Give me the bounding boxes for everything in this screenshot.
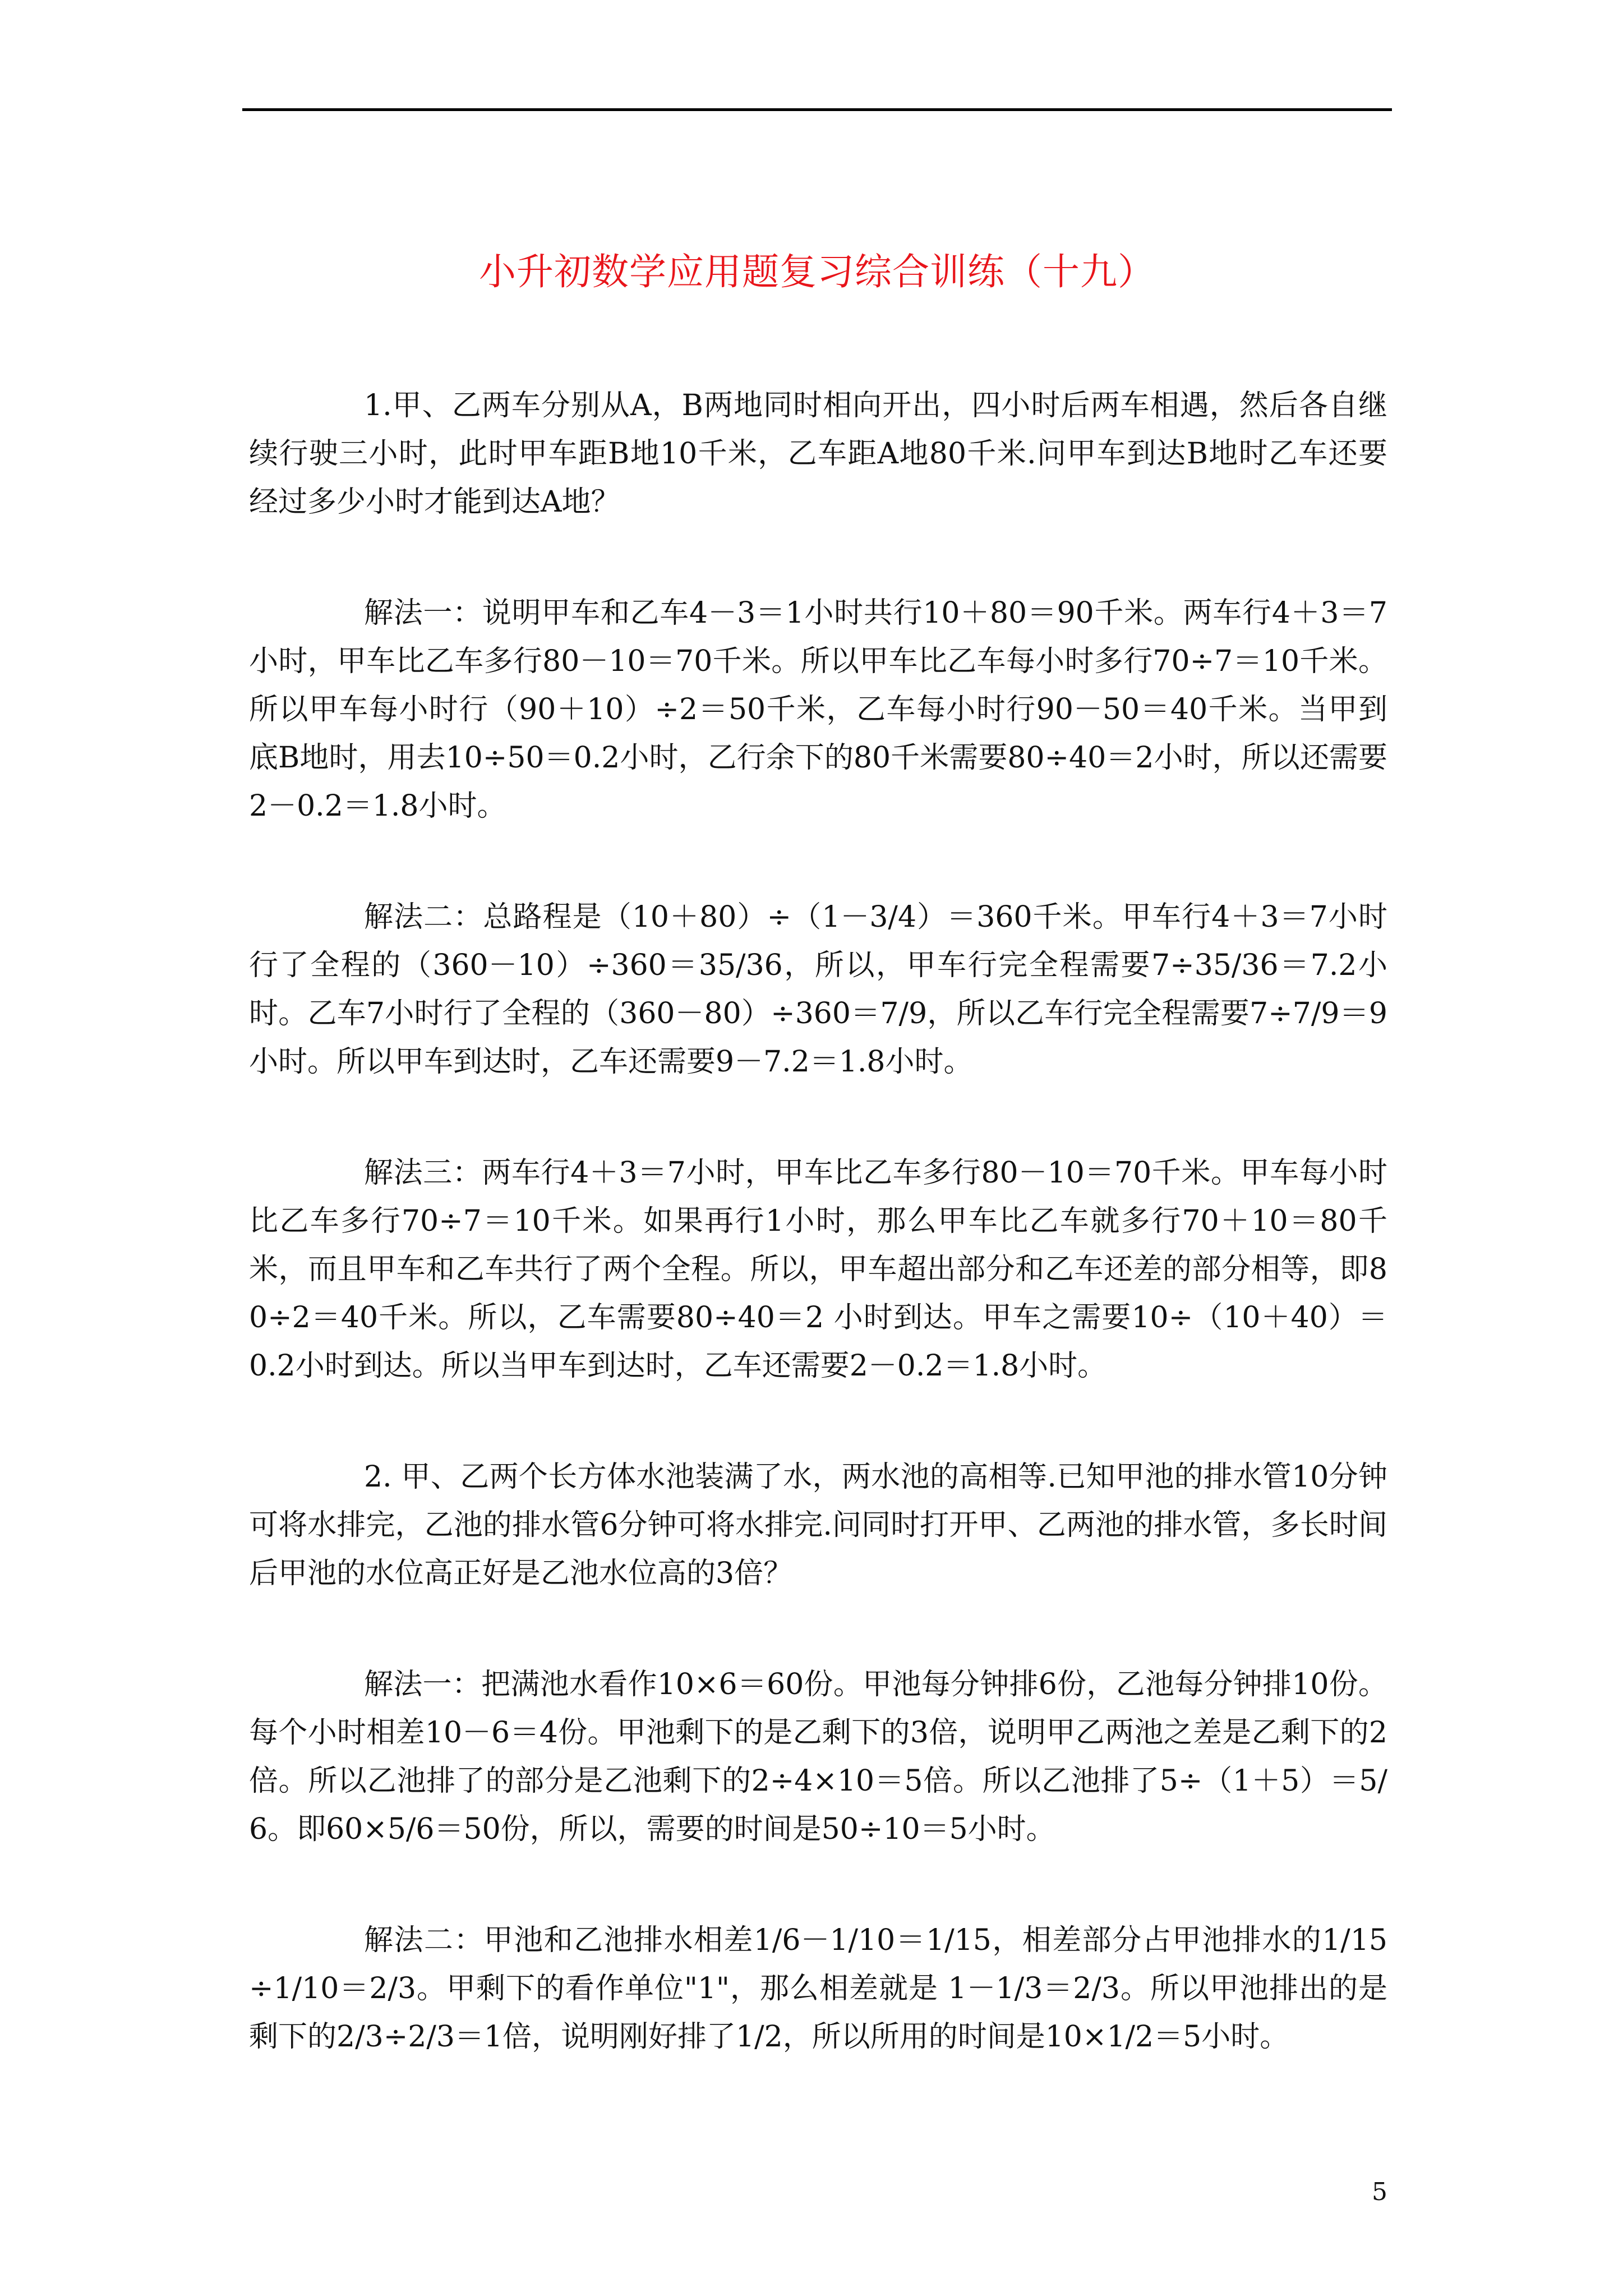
document-title: 小升初数学应用题复习综合训练（十九） (479, 250, 1155, 293)
document-body (249, 381, 1387, 2061)
header-rule (242, 108, 1392, 111)
problem-2-solution-1: 解法一：把满池水看作10×6＝60份。甲池每分钟排6份，乙池每分钟排10份。每个小时相差10－6＝4份。甲池剩下的是乙剩下的3倍，说明甲乙两池之差是乙剩下的2倍。所以乙池排了的部分是乙池剩下的2÷4×10＝5倍。所以乙池排了5÷（1＋5）＝5/6。即60×5/6＝50份，所以，需要的时间是50÷10＝5小时。 (249, 1668, 1387, 1846)
problem-1-solution-2: 解法二：总路程是（10＋80）÷（1－3/4）＝360千米。甲车行4＋3＝7小时行了全程的（360－10）÷360＝35/36，所以，甲车行完全程需要7÷35/36＝7.2小时。乙车7小时行了全程的（360－80）÷360＝7/9，所以乙车行完全程需要7÷7/9＝9小时。所以甲车到达时，乙车还需要9－7.2＝1.8小时。 (249, 900, 1387, 1079)
problem-1: 1.甲、乙两车分别从A，B两地同时相向开出，四小时后两车相遇，然后各自继续行驶三小时，此时甲车距B地10千米，乙车距A地80千米.问甲车到达B地时乙车还要经过多少小时才能到达A地？ (249, 389, 1387, 519)
problem-1-solution-3: 解法三：两车行4＋3＝7小时，甲车比乙车多行80－10＝70千米。甲车每小时比乙车多行70÷7＝10千米。如果再行1小时，那么甲车比乙车就多行70＋10＝80千米，而且甲车和乙车共行了两个全程。所以，甲车超出部分和乙车还差的部分相等，即80÷2＝40千米。所以，乙车需要80÷40＝2 小时到达。甲车之需要10÷（10＋40）＝0.2小时到达。所以当甲车到达时，乙车还需要2－0.2＝1.8小时。 (249, 1156, 1387, 1383)
problem-2-solution-2: 解法二：甲池和乙池排水相差1/6－1/10＝1/15，相差部分占甲池排水的1/15÷1/10＝2/3。甲剩下的看作单位"1"，那么相差就是 1－1/3＝2/3。所以甲池排出的是剩下的2/3÷2/3＝1倍，说明刚好排了1/2，所以所用的时间是10×1/2＝5小时。 (249, 1924, 1387, 2054)
problem-2: 2. 甲、乙两个长方体水池装满了水，两水池的高相等.已知甲池的排水管10分钟可将水排完，乙池的排水管6分钟可将水排完.问同时打开甲、乙两池的排水管，多长时间后甲池的水位高正好是乙池水位高的3倍？ (249, 1460, 1387, 1590)
page-number: 5 (1372, 2178, 1387, 2206)
problem-1-solution-1: 解法一：说明甲车和乙车4－3＝1小时共行10＋80＝90千米。两车行4＋3＝7小时，甲车比乙车多行80－10＝70千米。所以甲车比乙车每小时多行70÷7＝10千米。所以甲车每小时行（90＋10）÷2＝50千米，乙车每小时行90－50＝40千米。当甲到底B地时，用去10÷50＝0.2小时，乙行余下的80千米需要80÷40＝2小时，所以还需要2－0.2＝1.8小时。 (249, 596, 1387, 823)
